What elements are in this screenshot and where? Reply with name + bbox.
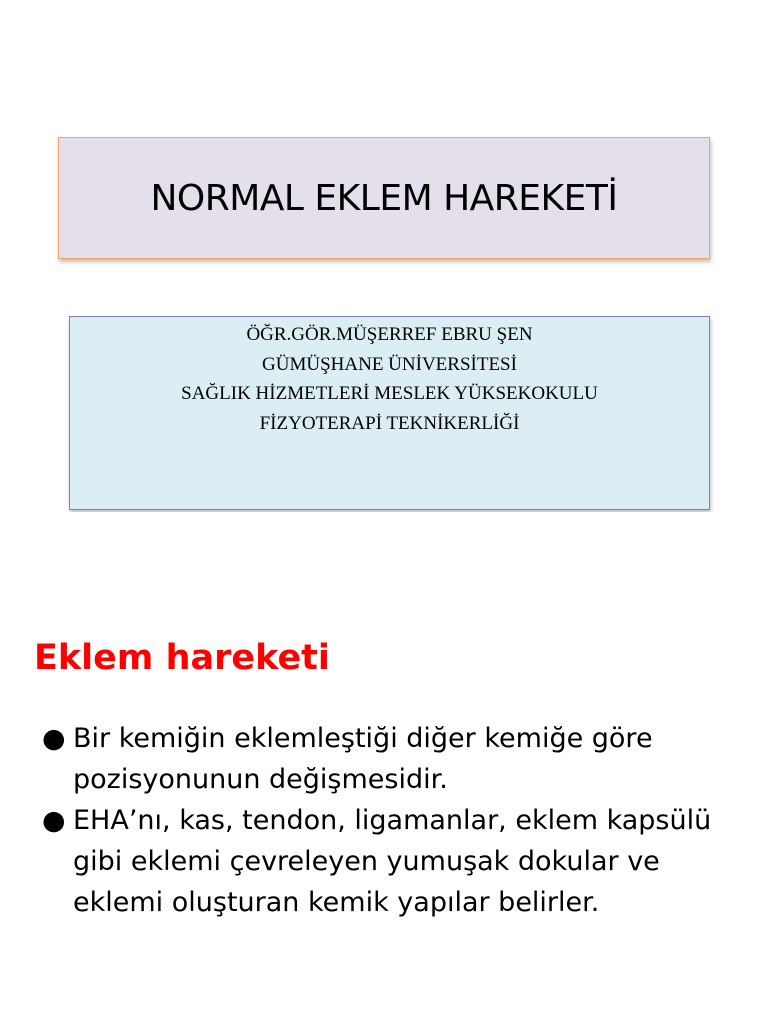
- school-name: SAĞLIK HİZMETLERİ MESLEK YÜKSEKOKULU: [181, 383, 598, 404]
- slide-title: NORMAL EKLEM HAREKETİ: [150, 177, 618, 219]
- section-heading: Eklem hareketi: [34, 638, 330, 678]
- author-name: ÖĞR.GÖR.MÜŞERREF EBRU ŞEN: [246, 324, 533, 345]
- list-item: [42, 800, 742, 923]
- slide-2: [0, 512, 768, 1024]
- bullet-text: EHA’nı, kas, tendon, ligamanlar, eklem kapsülü gibi eklemi çevreleyen yumuşak dokular ve eklemi oluşturan kemik yapılar belirler.: [73, 805, 712, 918]
- bullet-text: Bir kemiğin eklemleştiği diğer kemiğe göre pozisyonunun değişmesidir.: [73, 723, 653, 795]
- program-name: FİZYOTERAPİ TEKNİKERLİĞİ: [259, 412, 520, 434]
- bullet-icon: ●: [42, 723, 66, 754]
- author-info-box: [69, 316, 710, 510]
- bullet-list: [42, 718, 742, 923]
- university-name: GÜMÜŞHANE ÜNİVERSİTESİ: [262, 353, 517, 375]
- list-item: [42, 718, 742, 800]
- title-box: [58, 137, 710, 259]
- bullet-icon: ●: [42, 805, 66, 836]
